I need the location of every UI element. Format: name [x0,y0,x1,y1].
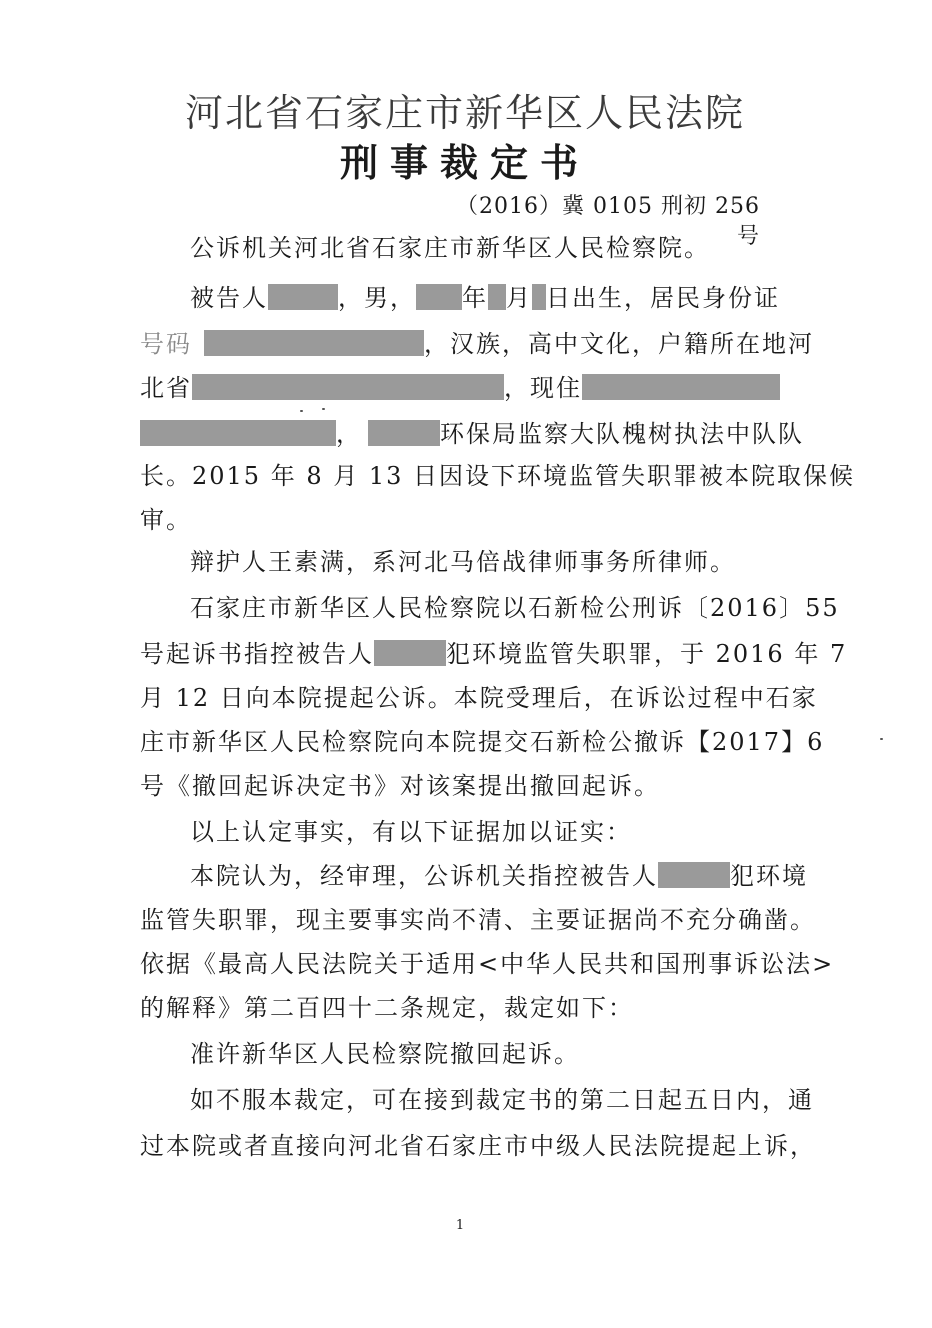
text-span: 犯环境监管失职罪，于 2016 年 7 [446,640,848,668]
redaction-block [416,284,462,310]
text-span: 公诉机关河北省石家庄市新华区人民检察院。 [190,234,710,262]
defendant-line-4 [140,418,804,450]
evidence-line [190,816,790,848]
indictment-line-3 [140,682,818,714]
text-span: 以上认定事实，有以下证据加以证实： [190,818,632,846]
text-span: 过本院或者直接向河北省石家庄市中级人民法院提起上诉， [140,1132,816,1160]
redaction-block [268,284,338,310]
redaction-block [374,640,446,666]
text-span: 准许新华区人民检察院撤回起诉。 [190,1040,580,1068]
appeal-line-2 [140,1130,816,1162]
defendant-line-3 [140,372,790,404]
text-span: 石家庄市新华区人民检察院以石新检公刑诉〔2016〕55 [190,594,840,622]
indictment-line-5 [140,770,790,802]
text-span: 号《撤回起诉决定书》对该案提出撤回起诉。 [140,772,660,800]
scan-speck [322,408,325,410]
decision-line [190,1038,790,1070]
text-span: 月 [506,284,532,312]
court-name: 河北省石家庄市新华区人民法院 [184,91,745,135]
text-span: ， [336,420,362,448]
text-span: 庄市新华区人民检察院向本院提交石新检公撤诉【2017】6 [140,728,825,756]
defense-counsel-line [190,546,790,578]
text-span: ，汉族，高中文化，户籍所在地河 [424,330,814,358]
ruling-line-3 [140,948,835,980]
case-number: （2016）冀 0105 刑初 256 号 [456,194,760,249]
indictment-line-4 [140,726,825,758]
text-span: 环保局监察大队槐树执法中队队 [440,420,804,448]
defendant-line-1 [190,282,790,314]
text-span: 被告人 [190,284,268,312]
indictment-line-2 [140,638,848,670]
redaction-block [582,374,780,400]
text-span: 号起诉书指控被告人 [140,640,374,668]
text-span: ，男， [338,284,416,312]
text-span: 月 12 日向本院提起公诉。本院受理后，在诉讼过程中石家 [140,684,818,712]
prosecutor-line [190,232,790,264]
redaction-block [658,862,730,888]
scan-speck [880,738,883,740]
ruling-line-4 [140,992,790,1024]
text-span: 年 [462,284,488,312]
text-span: 辩护人王素满，系河北马倍战律师事务所律师。 [190,548,736,576]
defendant-line-6 [140,504,790,536]
defendant-line-5 [140,460,856,492]
text-span: 日出生，居民身份证 [546,284,780,312]
text-span: 犯环境 [730,862,808,890]
redaction-block [192,374,504,400]
page-number: 1 [455,1218,465,1233]
redaction-block [368,420,440,446]
document-title: 刑事裁定书 [339,140,590,185]
text-span: 号码 [140,330,192,358]
redaction-block [204,330,424,356]
text-span: 审。 [140,506,192,534]
ruling-line-2 [140,904,816,936]
text-span: 本院认为，经审理，公诉机关指控被告人 [190,862,658,890]
appeal-line-1 [190,1084,814,1116]
text-span: 依据《最高人民法院关于适用<中华人民共和国刑事诉讼法> [140,950,835,978]
text-span: 北省 [140,374,192,402]
defendant-line-2 [140,328,814,360]
text-span: 长。2015 年 8 月 13 日因设下环境监管失职罪被本院取保候 [140,462,856,490]
redaction-block [488,284,506,310]
scan-speck [300,410,303,412]
redaction-block [532,284,546,310]
text-span: 的解释》第二百四十二条规定，裁定如下： [140,994,634,1022]
text-span: 如不服本裁定，可在接到裁定书的第二日起五日内，通 [190,1086,814,1114]
text-span: ，现住 [504,374,582,402]
text-span: 监管失职罪，现主要事实尚不清、主要证据尚不充分确凿。 [140,906,816,934]
ruling-line-1 [190,860,808,892]
redaction-block [140,420,336,446]
indictment-line-1 [190,592,840,624]
